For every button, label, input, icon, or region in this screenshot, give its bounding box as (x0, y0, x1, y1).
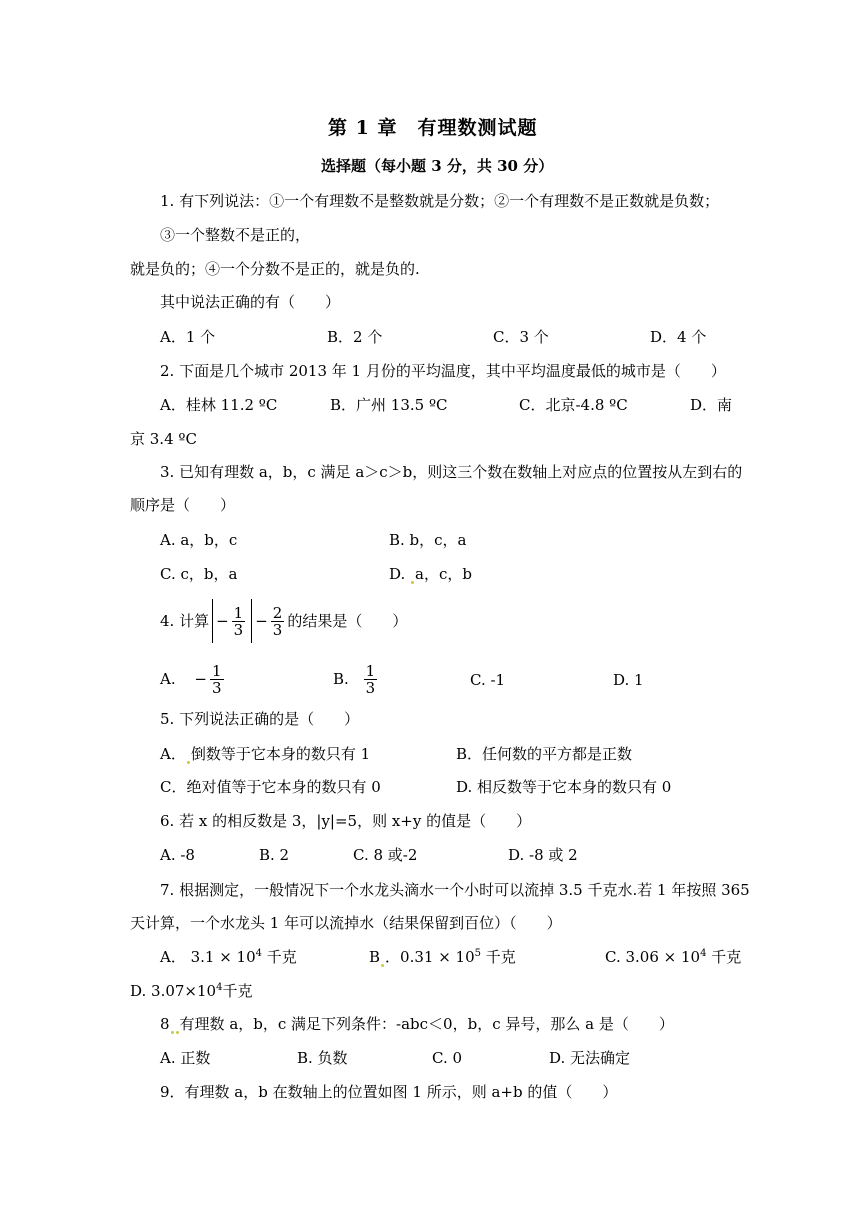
q1-option-a: A．1 个 (160, 328, 216, 346)
q4-f1-numerator: 1 (233, 603, 244, 622)
q2-option-c: C．北京-4.8 ºC (519, 396, 628, 414)
q4-suffix: 的结果是（ ） (287, 612, 408, 630)
q4-option-a-label: A. (160, 670, 176, 688)
q7-line2: 天计算，一个水龙头 1 年可以流掉水（结果保留到百位）（ ） (130, 914, 562, 932)
scan-dot (187, 761, 190, 764)
abs-bar-left (212, 599, 213, 643)
q4-b-numerator: 1 (365, 661, 376, 680)
q7-option-d (130, 981, 252, 1001)
q7-option-d-exponent: 4 (216, 982, 223, 993)
q4-a-denominator: 3 (211, 678, 222, 697)
q2-line1: 2. 下面是几个城市 2013 年 1 月份的平均温度，其中平均温度最低的城市是（ ） (160, 362, 726, 380)
q6-option-d: D. -8 或 2 (508, 846, 578, 864)
q4-option-a-fraction (210, 663, 224, 696)
q3-option-d-text: a，c，b (415, 565, 472, 583)
q7-option-b-exponent: 5 (474, 948, 481, 959)
q7-option-b-unit: 千克 (481, 948, 516, 966)
q5-option-a-label: A． (160, 745, 186, 763)
q4-option-b (333, 654, 380, 703)
q8-option-c: C. 0 (432, 1049, 463, 1067)
q7-option-b-text: ．0.31 × 10 (385, 948, 475, 966)
q3-option-a: A. a，b，c (160, 531, 238, 549)
q7-option-d-unit: 千克 (222, 982, 253, 1000)
abs-bar-right (251, 599, 252, 643)
q7-line1: 7. 根据测定，一般情况下一个水龙头滴水一个小时可以流掉 3.5 千克水.若 1 年按照 365 (160, 881, 750, 899)
q3-option-d (389, 564, 472, 584)
section-heading: 选择题（每小题 3 分，共 30 分） (321, 157, 554, 175)
q7-option-c-exponent: 4 (700, 948, 707, 959)
q7-option-a-unit: 千克 (262, 948, 297, 966)
q5-option-a-text: 倒数等于它本身的数只有 1 (190, 745, 371, 763)
q5-option-d: D. 相反数等于它本身的数只有 0 (456, 778, 672, 796)
q8-option-a: A. 正数 (160, 1049, 211, 1067)
scan-dot (381, 964, 384, 967)
q4-fraction-2 (271, 605, 285, 638)
q4-prefix: 4. 计算 (160, 612, 210, 630)
q6-line1: 6. 若 x 的相反数是 3，|y|=5，则 x+y 的值是（ ） (160, 812, 532, 830)
q1-line1: 1. 有下列说法：①一个有理数不是整数就是分数；②一个有理数不是正数就是负数； (160, 192, 720, 210)
q7-option-a (160, 947, 297, 967)
q4-option-d: D. 1 (613, 671, 644, 689)
scan-dot (171, 1031, 174, 1034)
q4-minus-inner: − (216, 612, 229, 630)
q2-option-d: D．南 (690, 396, 733, 414)
q2-option-b: B．广州 13.5 ºC (330, 396, 448, 414)
q4-option-b-label: B. (333, 670, 349, 688)
q2-option-a: A．桂林 11.2 ºC (160, 396, 278, 414)
page-title: 第 1 章 有理数测试题 (328, 117, 538, 139)
scan-dot (176, 1031, 179, 1034)
q1-option-b: B．2 个 (327, 328, 383, 346)
q5-option-a (160, 744, 370, 764)
q4-line1 (160, 596, 407, 645)
q7-option-d-text: D. 3.07×10 (130, 982, 217, 1000)
q8-option-b: B. 负数 (297, 1049, 348, 1067)
q8-option-d: D. 无法确定 (549, 1049, 631, 1067)
q4-option-a-minus: − (194, 670, 207, 688)
scan-dot (411, 581, 414, 584)
q5-option-b: B．任何数的平方都是正数 (456, 745, 633, 763)
q4-f2-numerator: 2 (272, 603, 283, 622)
q4-option-b-fraction (364, 663, 378, 696)
q1-option-c: C．3 个 (493, 328, 549, 346)
q7-option-a-exponent: 4 (255, 948, 263, 959)
q6-option-b: B. 2 (259, 846, 290, 864)
q9-line1: 9．有理数 a，b 在数轴上的位置如图 1 所示，则 a+b 的值（ ） (160, 1083, 618, 1101)
q7-option-b-label: B (369, 948, 381, 966)
q4-a-numerator: 1 (211, 661, 222, 680)
q3-line1: 3. 已知有理数 a，b，c 满足 a＞c＞b，则这三个数在数轴上对应点的位置按从左到右的 (160, 463, 743, 481)
q6-option-c: C. 8 或-2 (353, 846, 418, 864)
q5-line1: 5. 下列说法正确的是（ ） (160, 710, 360, 728)
q8-line1 (160, 1014, 674, 1034)
q4-f1-denominator: 3 (233, 620, 244, 639)
q3-option-d-label: D. (389, 565, 411, 583)
q5-option-c: C．绝对值等于它本身的数只有 0 (160, 778, 381, 796)
q8-text: 有理数 a，b，c 满足下列条件：-abc＜0，b，c 异号，那么 a 是（ ） (179, 1015, 674, 1033)
q6-option-a: A. -8 (160, 846, 195, 864)
q1-line2: ③一个整数不是正的， (160, 226, 311, 244)
q3-option-c: C. c，b，a (160, 565, 238, 583)
q1-line3: 就是负的；④一个分数不是正的，就是负的. (130, 260, 420, 278)
q4-f2-denominator: 3 (272, 620, 283, 639)
q7-option-a-text: A． 3.1 × 10 (160, 948, 256, 966)
q3-option-b: B. b，c，a (389, 531, 467, 549)
q1-option-d: D．4 个 (650, 328, 707, 346)
q4-b-denominator: 3 (365, 678, 376, 697)
q4-minus: − (255, 612, 268, 630)
q7-option-c-unit: 千克 (706, 948, 742, 966)
q4-option-c: C. -1 (470, 671, 506, 689)
q3-line2: 顺序是（ ） (130, 496, 236, 514)
q7-option-b (369, 947, 516, 967)
q7-option-c (605, 947, 741, 967)
q4-option-a (160, 654, 227, 703)
q2-option-d-wrap: 京 3.4 ºC (130, 430, 197, 448)
q4-fraction-1 (232, 605, 246, 638)
q7-option-c-text: C. 3.06 × 10 (605, 948, 701, 966)
q8-number: 8 (160, 1015, 170, 1033)
q1-line4: 其中说法正确的有（ ） (160, 293, 341, 311)
